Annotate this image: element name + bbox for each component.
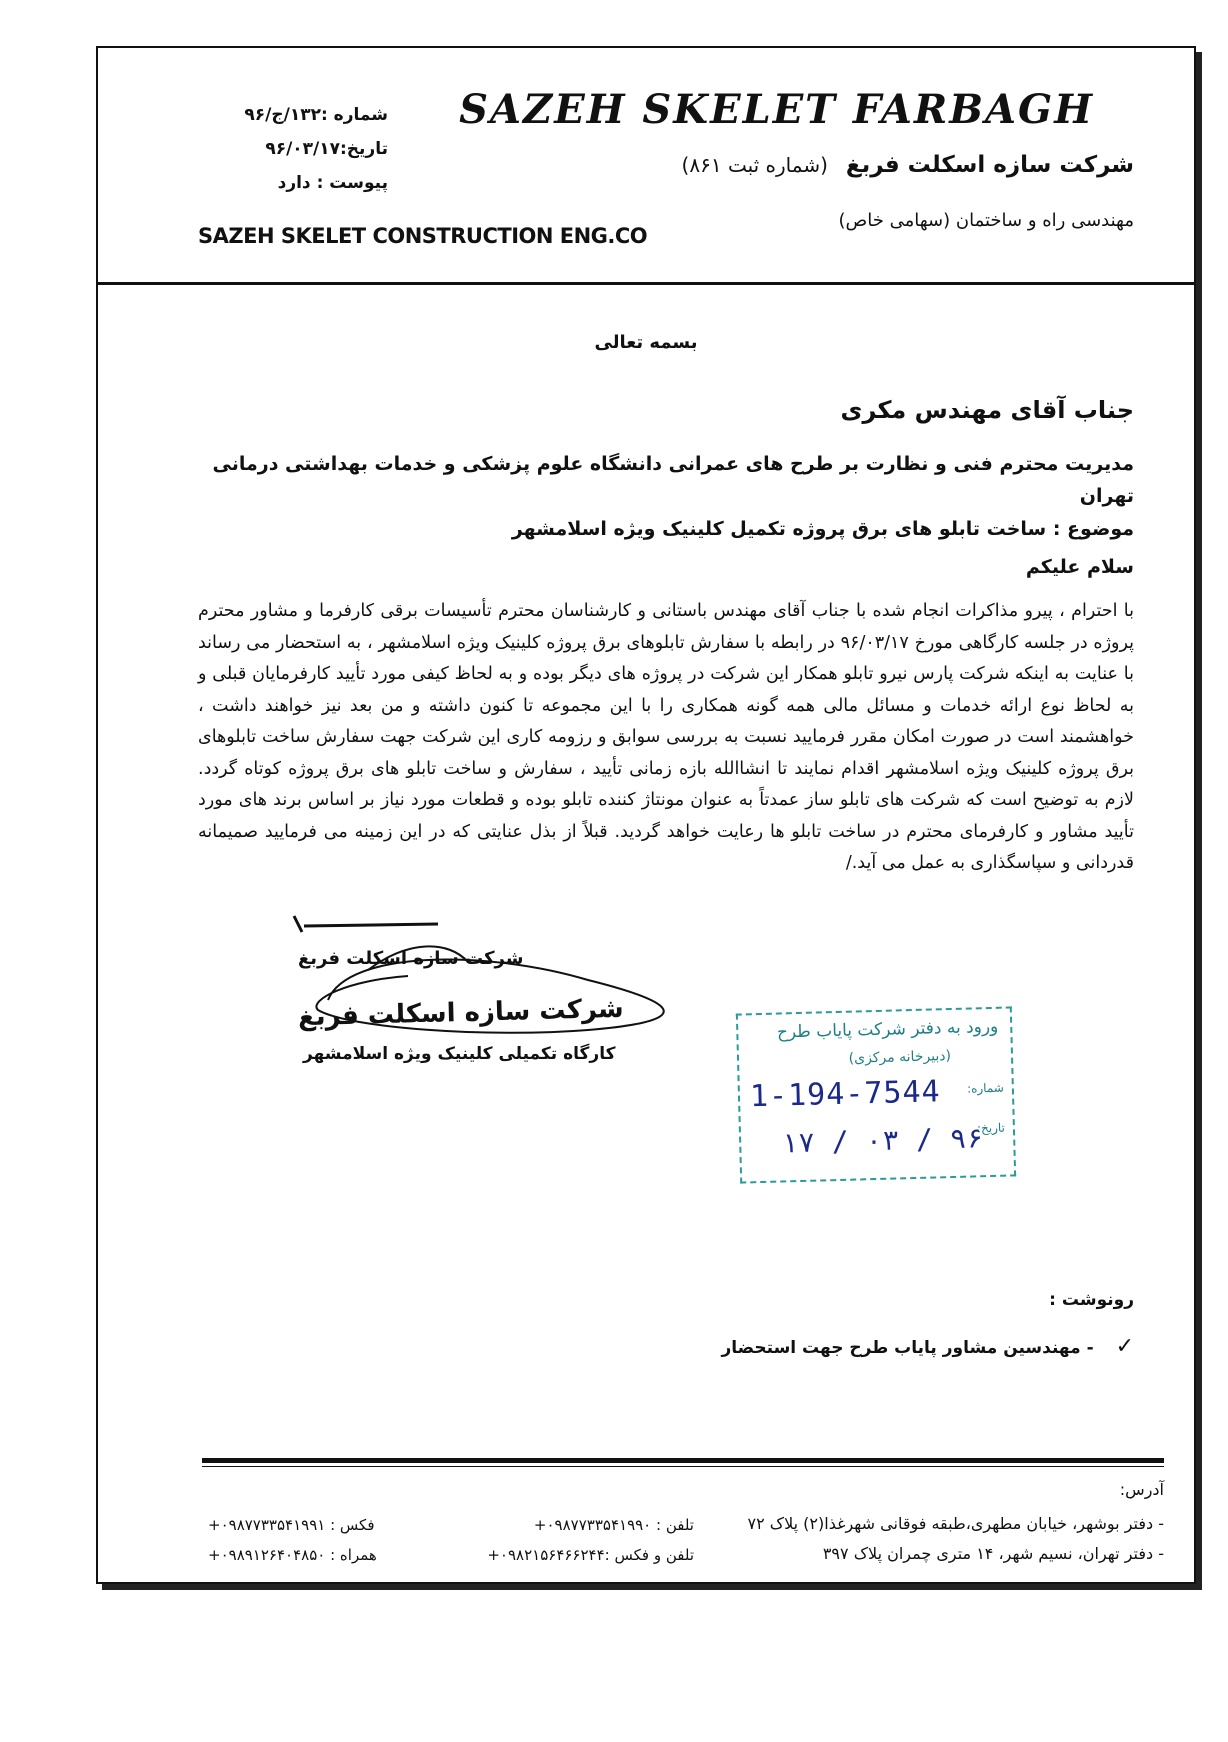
letter-number: شماره :۱۳۲/ج/۹۶: [244, 105, 388, 125]
addressee: جناب آقای مهندس مکری: [840, 396, 1134, 424]
address-tehran: - دفتر تهران، نسیم شهر، ۱۴ متری چمران پلاک ۳۹۷: [822, 1544, 1164, 1563]
company-stamp-site: کارگاه تکمیلی کلینیک ویژه اسلامشهر: [303, 1044, 616, 1064]
letter-frame: [96, 46, 1196, 1584]
fax-bushehr: فکس : ۰۹۸۷۷۳۳۵۴۱۹۹۱+: [208, 1516, 375, 1534]
cc-recipient: - مهندسین مشاور پایاب طرح جهت استحضار: [721, 1338, 1094, 1358]
stamp-title: ورود به دفتر شرکت پایاب طرح: [776, 1016, 999, 1043]
company-stamp-name: شرکت سازه اسکلت فربغ: [297, 993, 624, 1033]
footer-divider-thin: [202, 1466, 1164, 1467]
address-label: آدرس:: [1119, 1480, 1164, 1499]
stamp-number-label: شماره:: [966, 1080, 1005, 1096]
stamp-number-value: 1-194-7544: [749, 1074, 942, 1115]
stamp-date-value: ۹۶ / ۰۳ / ۱۷: [780, 1121, 984, 1160]
phone-bushehr: تلفن : ۰۹۸۷۷۳۳۵۴۱۹۹۰+: [533, 1516, 694, 1534]
letter-meta: [188, 98, 388, 200]
check-icon: ✓: [1115, 1334, 1134, 1359]
brand-title: SAZEH SKELET FARBAGH: [459, 86, 1094, 133]
cc-item: [721, 1334, 1134, 1359]
subject-line: موضوع : ساخت تابلو های برق پروژه تکمیل کلینیک ویژه اسلامشهر: [511, 518, 1134, 540]
receipt-stamp: [736, 1006, 1016, 1183]
company-name: شرکت سازه اسکلت فربغ: [845, 152, 1134, 178]
company-name-en: SAZEH SKELET CONSTRUCTION ENG.CO: [198, 224, 648, 248]
address-bushehr: - دفتر بوشهر، خیابان مطهری،طبقه فوقانی شهرغذا(۲) پلاک ۷۲: [747, 1514, 1164, 1533]
letter-date: تاریخ:۹۶/۰۳/۱۷: [265, 139, 388, 159]
stamp-subtitle: (دبیرخانه مرکزی): [848, 1048, 952, 1067]
signature-company: شرکت سازه اسکلت فربغ: [298, 948, 524, 969]
company-subtitle: مهندسی راه و ساختمان (سهامی خاص): [838, 210, 1134, 231]
letter-attachment: پیوست : دارد: [277, 173, 388, 193]
greeting: سلام علیکم: [1025, 556, 1134, 578]
phone-fax-tehran: تلفن و فکس :۰۹۸۲۱۵۶۴۶۶۲۴۴+: [487, 1546, 694, 1564]
stamp-date-label: تاریخ:: [976, 1120, 1006, 1136]
department: مدیریت محترم فنی و نظارت بر طرح های عمرانی دانشگاه علوم پزشکی و خدمات بهداشتی درمانی تهران: [212, 453, 1134, 507]
letterhead: [98, 48, 1194, 285]
handwritten-signature: [288, 910, 748, 1060]
mobile-number: همراه : ۰۹۸۹۱۲۶۴۰۴۸۵۰+: [208, 1546, 377, 1564]
opening-line: بسمه تعالی: [594, 332, 698, 353]
company-name-fa: [682, 152, 1134, 178]
letter-body: با احترام ، پیرو مذاکرات انجام شده با جناب آقای مهندس باستانی و کارشناسان محترم تأسیسات برقی کارفرما و مشاور محترم پروژه در جلسه کارگاهی مورخ ۹۶/۰۳/۱۷ در رابطه با سفارش تابلوهای برق پروژه کلینیک ویژه اسلامشهر ، به استحضار می رساند با عنایت به اینکه شرکت پارس نیرو تابلو همکار این شرکت در پروژه های دیگر بوده و به لحاظ کیفی مورد تأیید کارفرمایان قبلی و به لحاظ نوع ارائه خدمات و مسائل مالی همه گونه همکاری را با این مجموعه تا کنون داشته و من بعد نیز خواهند داشت ، خواهشمند است در صورت امکان مقرر فرمایید نسبت به بررسی سوابق و رزومه کاری این شرکت جهت سفارش ساخت تابلوهای برق پروژه کلینیک ویژه اسلامشهر اقدام نمایند تا انشاالله بازه زمانی تأیید ، سفارش و ساخت تابلو های برق پروژه کوتاه گردد. لازم به توضیح است که شرکت های تابلو ساز عمدتاً به عنوان مونتاژ کننده تابلو بوده و قطعات مورد نیاز بر اساس برند های مورد تأیید مشاور و کارفرمای محترم در ساخت تابلو ها رعایت خواهد گردید. قبلاً از بذل عنایتی که در این زمینه می فرمایید صمیمانه قدردانی و سپاسگذاری به عمل می آید./: [198, 601, 1134, 873]
footer-divider: [202, 1458, 1164, 1463]
cc-label: رونوشت :: [1049, 1290, 1134, 1310]
registration-number: (شماره ثبت ۸۶۱): [681, 153, 828, 177]
